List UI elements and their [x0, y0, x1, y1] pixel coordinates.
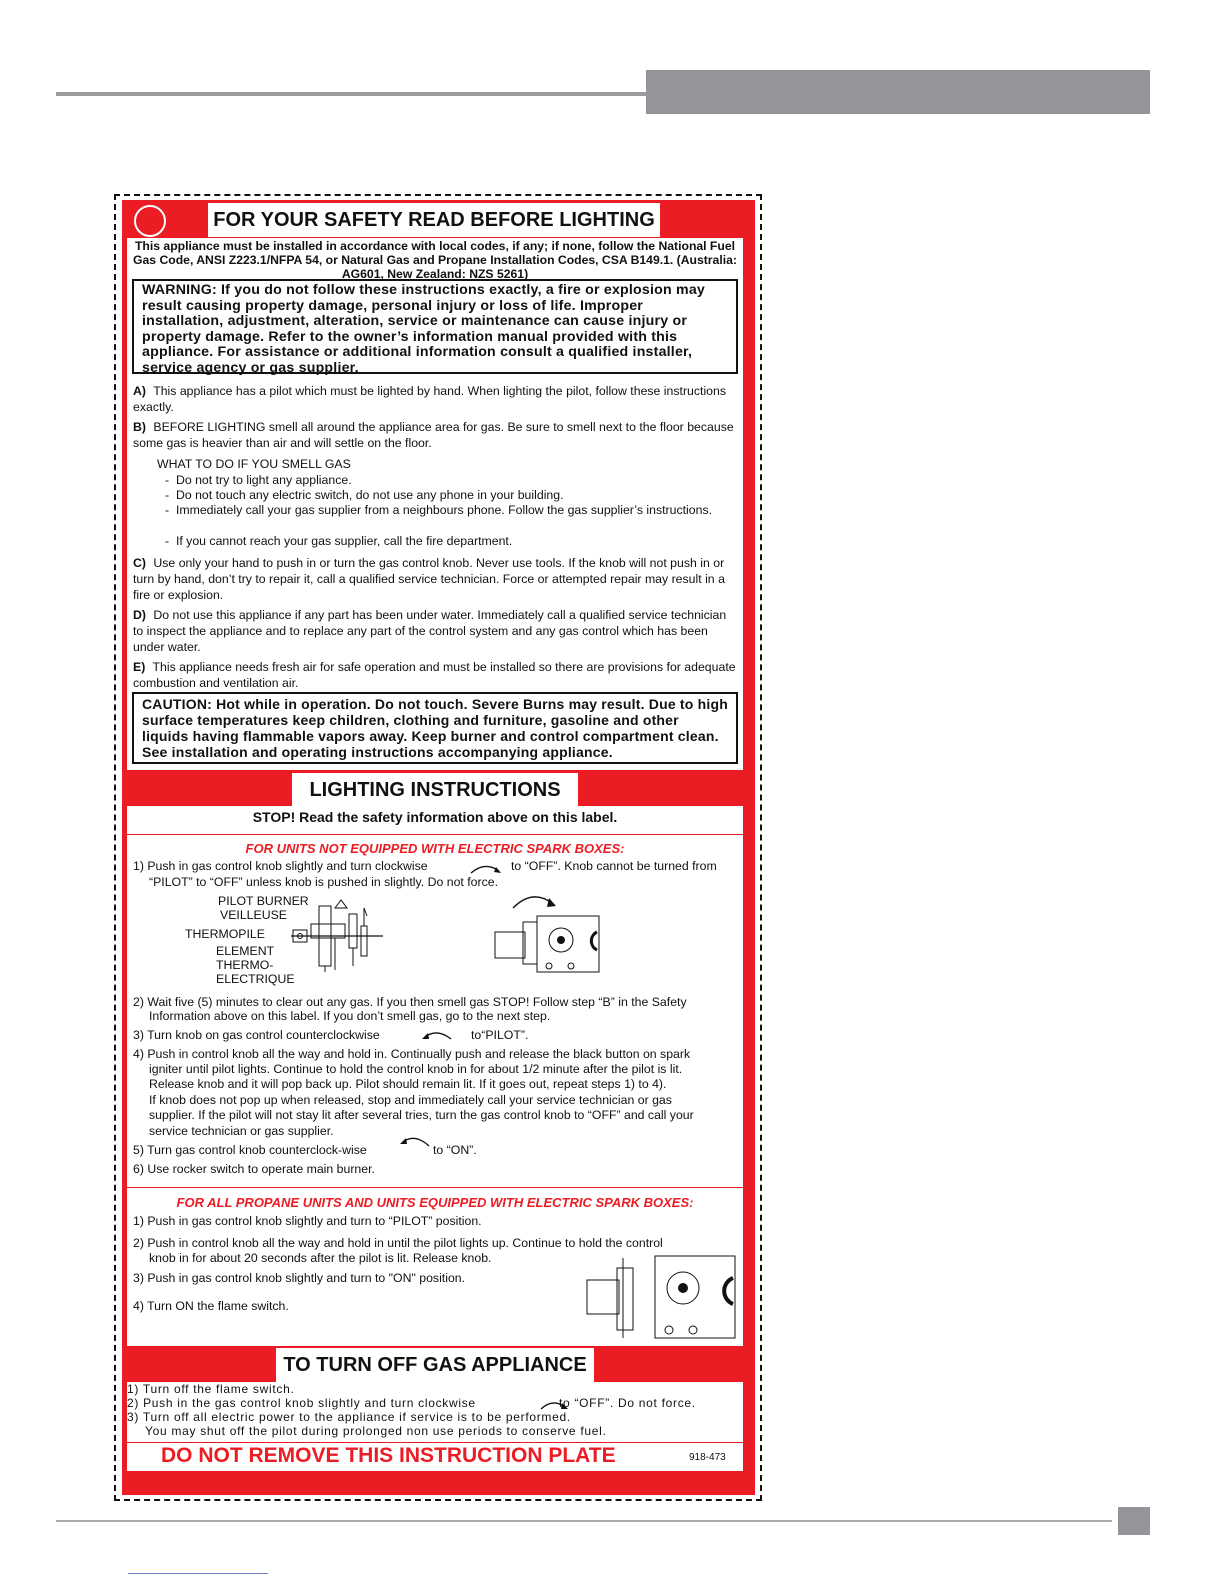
step3-text: 3) Turn knob on gas control counterclockwise: [133, 1028, 380, 1042]
smell-gas-item-4-text: If you cannot reach your gas supplier, call the fire department.: [175, 534, 513, 548]
item-c-label: C): [133, 556, 146, 570]
pilot-burner-diagram: [287, 896, 387, 976]
turnoff-line-2: 2) Push in the gas control knob slightly and turn clockwise: [127, 1396, 476, 1410]
counterclockwise-arrow-icon: [419, 1029, 455, 1041]
safety-title: FOR YOUR SAFETY READ BEFORE LIGHTING: [208, 203, 660, 237]
item-c: [133, 556, 737, 603]
step1-text-b: to “OFF”. Knob cannot be turned from: [511, 859, 717, 873]
smell-gas-item-3: - Immediately call your gas supplier from a neighbours phone. Follow the gas supplier’s instructions.: [165, 503, 713, 517]
smell-gas-item-3-text: Immediately call your gas supplier from a neighbours phone. Follow the gas supplier’s instructions.: [175, 503, 713, 517]
propane-step3: 3) Push in gas control knob slightly and turn to "ON" position.: [133, 1271, 466, 1285]
propane-step1: 1) Push in gas control knob slightly and turn to “PILOT” position.: [133, 1214, 482, 1228]
section1-title: FOR UNITS NOT EQUIPPED WITH ELECTRIC SPARK BOXES:: [245, 841, 625, 856]
page-number-box: [1118, 1507, 1150, 1535]
item-b-text: BEFORE LIGHTING smell all around the appliance area for gas. Be sure to smell next to the floor because some gas is heavier than air and will settle on the floor.: [133, 420, 734, 450]
footer-rule: [56, 1520, 1112, 1522]
clockwise-arrow-icon: [467, 862, 507, 876]
step4-line-3: Release knob and it will pop back up. Pilot should remain lit. If it goes out, repeat steps 1) to 4).: [149, 1077, 667, 1091]
item-d-text: Do not use this appliance if any part has been under water. Immediately call a qualified service technician to inspect the appliance and to replace any part of the control system and any gas control which has been under water.: [133, 608, 727, 654]
item-a: [133, 384, 737, 416]
propane-step4: 4) Turn ON the flame switch.: [133, 1299, 289, 1313]
item-b-label: B): [133, 420, 146, 434]
item-d: [133, 608, 737, 655]
step4-line-5: supplier. If the pilot will not stay lit after several tries, turn the gas control knob to “OFF” and call your: [149, 1108, 694, 1122]
propane-step2: 2) Push in control knob all the way and hold in until the pilot lights up. Continue to hold the control: [133, 1236, 663, 1250]
counterclockwise-arrow-icon-2: [397, 1134, 433, 1148]
gas-valve-diagram-1: [493, 892, 603, 978]
step4-line-2: igniter until pilot lights. Continue to hold the control knob in for about 1/2 minute after the pilot is lit.: [149, 1062, 683, 1076]
lighting-panel: [127, 806, 743, 1346]
header-rule: [56, 92, 646, 96]
lighting-title: LIGHTING INSTRUCTIONS: [292, 773, 578, 807]
turnoff-line-4: You may shut off the pilot during prolonged non use periods to conserve fuel.: [145, 1424, 607, 1438]
section-divider: [127, 834, 743, 835]
safety-intro: This appliance must be installed in accordance with local codes, if any; if none, follow the National Fuel Gas Code, ANSI Z223.1/NFPA 54, or Natural Gas and Propane Installation Codes, CSA B149.1. (Australia: AG601, New Zealand: NZS 5261): [133, 239, 737, 281]
label-electrique: ELECTRIQUE: [216, 972, 295, 986]
step4-line-1: 4) Push in control knob all the way and hold in. Continually push and release the black button on spark: [133, 1047, 691, 1061]
step1-text-c: “PILOT” to “OFF” unless knob is pushed in slightly. Do not force.: [149, 875, 499, 889]
turnoff-line-2b: to “OFF”. Do not force.: [559, 1396, 696, 1410]
label-thermopile: THERMOPILE: [185, 927, 265, 941]
turnoff-line-3: 3) Turn off all electric power to the appliance if service is to be performed.: [127, 1410, 571, 1424]
step2-text-b: Information above on this label. If you don’t smell gas, go to the next step.: [149, 1009, 551, 1023]
step5-text-b: to “ON”.: [433, 1143, 477, 1157]
item-c-text: Use only your hand to push in or turn the gas control knob. Never use tools. If the knob will not push in or turn by hand, don’t try to repair it, call a qualified service technician. Force or attempted repair may result in a fire or explosion.: [133, 556, 725, 602]
stop-notice: STOP! Read the safety information above on this label.: [252, 809, 618, 825]
smell-gas-item-2-text: Do not touch any electric switch, do not use any phone in your building.: [175, 488, 564, 502]
warning-circle-icon: [134, 205, 166, 237]
item-e-text: This appliance needs fresh air for safe operation and must be installed so there are provisions for adequate combustion and ventilation air.: [133, 660, 736, 690]
step5-text: 5) Turn gas control knob counterclock-wise: [133, 1143, 367, 1157]
section2-title: FOR ALL PROPANE UNITS AND UNITS EQUIPPED WITH ELECTRIC SPARK BOXES:: [176, 1195, 694, 1210]
turnoff-panel: [127, 1382, 743, 1442]
section-divider-2: [127, 1187, 743, 1188]
step3-text-b: to“PILOT”.: [471, 1028, 529, 1042]
warning-box: WARNING: If you do not follow these instructions exactly, a fire or explosion may result causing property damage, personal injury or loss of life. Improper installation, adjustment, alteration, service or maintenance can cause injury or property damage. Refer to the owner’s information manual provided with this appliance. For assistance or additional information consult a qualified installer, service agency or gas supplier.: [132, 279, 738, 374]
part-number: 918-473: [689, 1452, 726, 1463]
smell-gas-item-4: - If you cannot reach your gas supplier, call the fire department.: [165, 534, 513, 548]
label-element: ELEMENT: [216, 944, 275, 958]
smell-gas-item-1: - Do not try to light any appliance.: [165, 473, 352, 487]
step1-text: 1) Push in gas control knob slightly and turn clockwise: [133, 859, 428, 873]
item-b: [133, 420, 737, 452]
caution-box: CAUTION: Hot while in operation. Do not touch. Severe Burns may result. Due to high surface temperatures keep children, clothing and furniture, gasoline and other liquids having flammable vapors away. Keep burner and control compartment clean. See installation and operating instructions accompanying appliance.: [132, 692, 738, 764]
gas-valve-diagram-2: [583, 1252, 739, 1342]
item-e: [133, 660, 737, 692]
footer-link-underline: [128, 1573, 268, 1574]
item-d-label: D): [133, 608, 146, 622]
turnoff-line-1: 1) Turn off the flame switch.: [127, 1382, 295, 1396]
label-pilot-burner: PILOT BURNER: [218, 894, 309, 908]
safety-panel: [127, 238, 743, 770]
label-thermo: THERMO-: [216, 958, 274, 972]
footer-panel: [127, 1443, 743, 1471]
turnoff-title: TO TURN OFF GAS APPLIANCE: [276, 1348, 594, 1382]
smell-gas-item-1-text: Do not try to light any appliance.: [175, 473, 352, 487]
step2-text: 2) Wait five (5) minutes to clear out any gas. If you then smell gas STOP! Follow step “B” in the Safety: [133, 995, 687, 1009]
header-bar: [646, 70, 1150, 114]
step4-line-4: If knob does not pop up when released, stop and immediately call your service technician or gas: [149, 1093, 672, 1107]
propane-step2-b: knob in for about 20 seconds after the pilot is lit. Release knob.: [149, 1251, 492, 1265]
smell-gas-heading: WHAT TO DO IF YOU SMELL GAS: [157, 457, 351, 471]
do-not-remove-notice: DO NOT REMOVE THIS INSTRUCTION PLATE: [161, 1444, 616, 1467]
item-a-text: This appliance has a pilot which must be lighted by hand. When lighting the pilot, follow these instructions exactly.: [133, 384, 727, 414]
step4-line-6: service technician or gas supplier.: [149, 1124, 334, 1138]
step6-text: 6) Use rocker switch to operate main burner.: [133, 1162, 375, 1176]
item-e-label: E): [133, 660, 146, 674]
smell-gas-item-2: - Do not touch any electric switch, do not use any phone in your building.: [165, 488, 564, 502]
label-veilleuse: VEILLEUSE: [220, 908, 287, 922]
item-a-label: A): [133, 384, 146, 398]
